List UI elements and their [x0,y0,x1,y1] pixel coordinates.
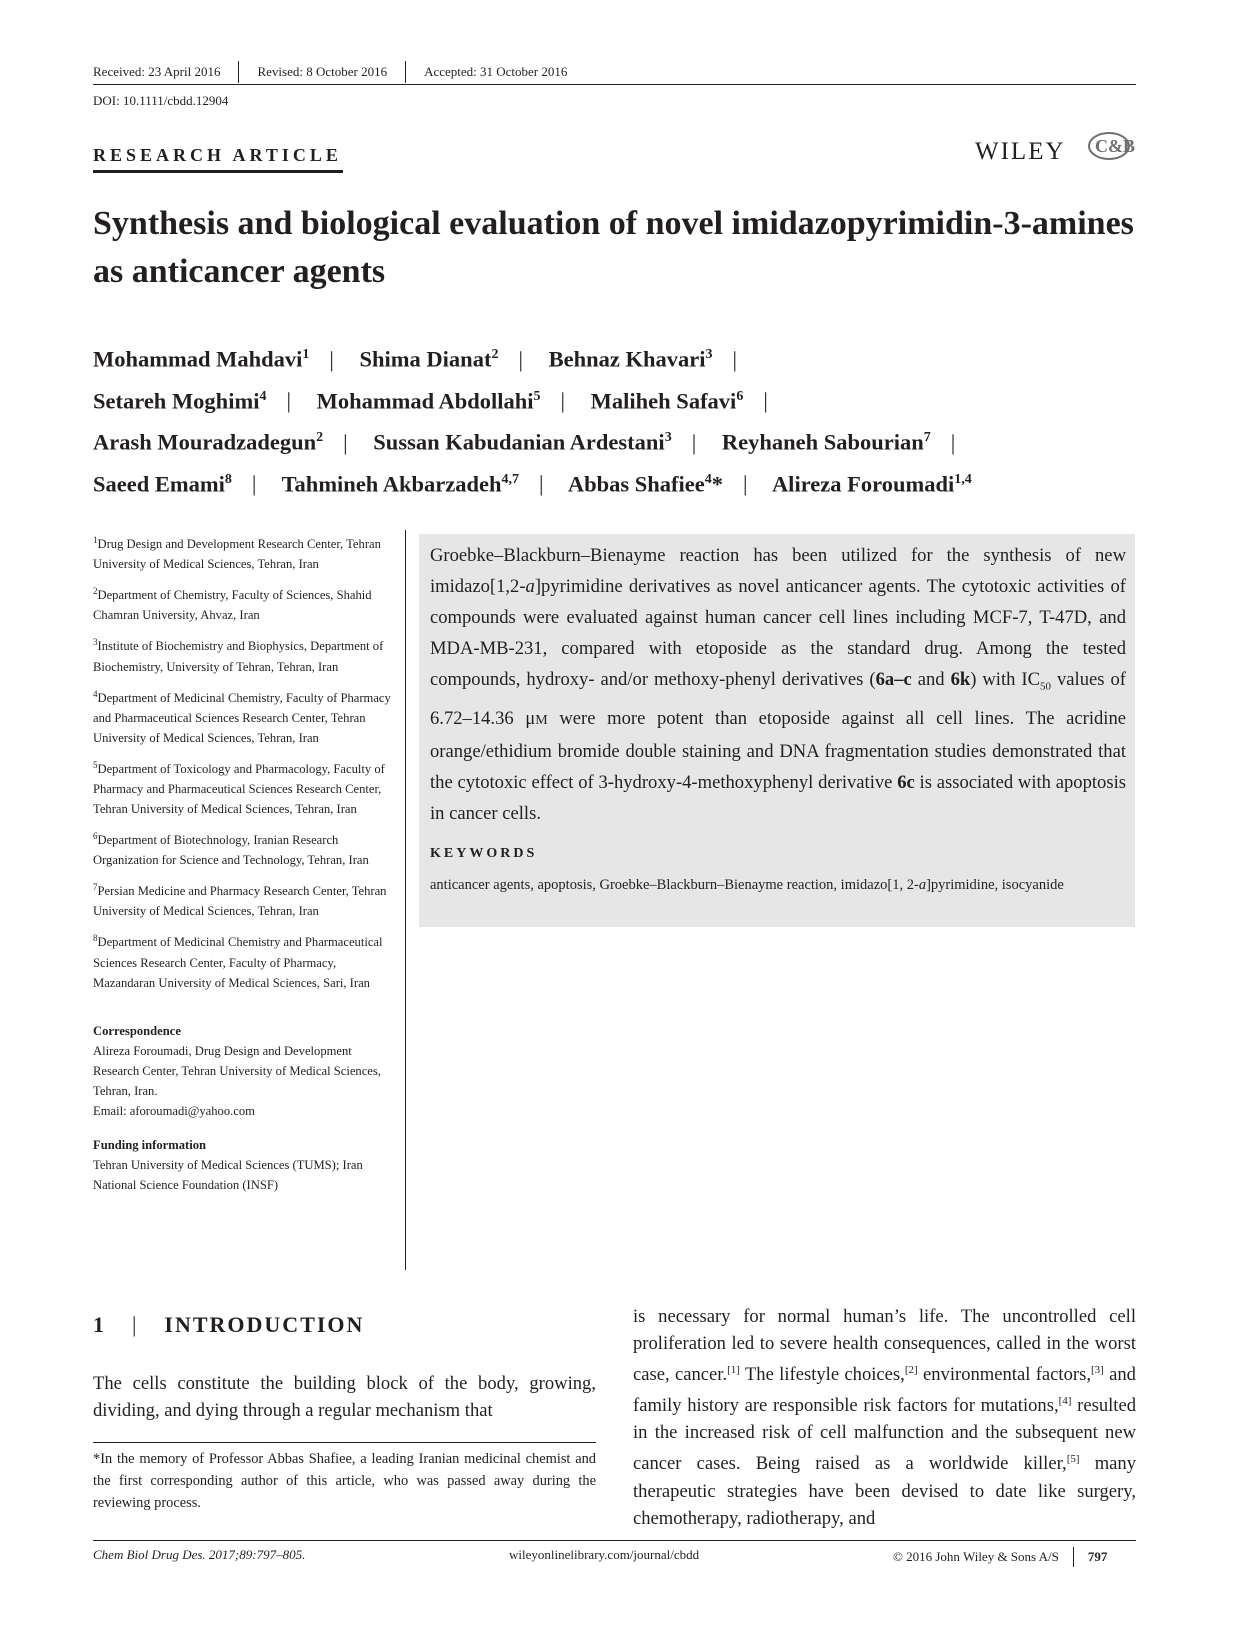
article-history [93,61,567,83]
author: Reyhaneh Sabourian [721,429,924,455]
section-heading: 1 | INTRODUCTION [93,1312,365,1337]
affiliation: $^5$Department of Toxicology and Pharmacology, Faculty of Pharmacy and Pharmaceutical Sciences Research Center, Tehran University of Medical Sciences, Tehran, Iran [93,759,385,816]
author: Mohammad Mahdavi [93,346,303,372]
footer-url[interactable]: wileyonlinelibrary.com/journal/cbdd [509,1547,700,1562]
article-title: Synthesis and biological evaluation of novel imidazopyrimidin-3-amines as anticancer agents [93,205,1134,290]
citation-link[interactable]: [1] [727,1364,740,1376]
article-type-underline [93,170,343,173]
journal-logo-icon [1085,128,1137,166]
intro-paragraph-right: is necessary for normal human’s life. The uncontrolled cell proliferation led to severe health consequences, called in the worst case, cancer.[1] The lifestyle choices,[2] environmental factors,[3] and family history are responsible risk factors for mutations,[4] resulted in the increased risk of cell malfunction and the subsequent new cancer cases. Being raised as a worldwide killer,[5] many therapeutic strategies have been devised to date like surgery, chemotherapy, radiotherapy, and [633,1306,1136,1529]
citation-link[interactable]: [5] [1066,1453,1080,1466]
affiliation: $^8$Department of Medicinal Chemistry and Pharmaceutical Sciences Research Center, Faculty of Pharmacy, Mazandaran University of Medical Sciences, Sari, Iran [93,933,383,990]
author: Behnaz Khavari [548,346,706,372]
divider [238,61,239,83]
funding-heading: Funding information [93,1137,207,1152]
affiliation: $^6$Department of Biotechnology, Iranian Research Organization for Science and Technology, Tehran, Iran [93,830,369,868]
author: Setareh Moghimi [93,388,260,413]
author: Shima Dianat [359,346,492,372]
footer-rule [93,1540,1136,1541]
footnote: *In the memory of Professor Abbas Shafiee, a leading Iranian medicinal chemist and the first corresponding author of this article, who was passed away during the reviewing process. [93,1451,596,1511]
affiliation: $^7$Persian Medicine and Pharmacy Research Center, Tehran University of Medical Sciences, Tehran, Iran [93,882,387,919]
footer-citation: Chem Biol Drug Des. 2017;89:797–805. [93,1547,306,1562]
revised-date: Revised: 8 October 2016 [257,64,388,79]
author: Arash Mouradzadegun [93,429,317,455]
affiliation: $^2$Department of Chemistry, Faculty of Sciences, Shahid Chamran University, Ahvaz, Iran [93,586,372,623]
author: Maliheh Safavi [590,388,737,413]
journal-logo-text: C&B [1095,136,1135,156]
correspondence-heading: Correspondence [93,1023,181,1038]
page-number: 797 [1087,1549,1108,1564]
divider [1073,1547,1074,1567]
intro-paragraph-left: The cells constitute the building block of the body, growing, dividing, and dying through a regular mechanism that [93,1373,596,1421]
affiliations [93,530,393,1195]
author: Sussan Kabudanian Ardestani [373,429,665,455]
doi: DOI: 10.1111/cbdd.12904 [93,93,229,108]
footnote-rule [93,1442,596,1443]
abstract: Groebke–Blackburn–Bienayme reaction has been utilized for the synthesis of new imidazo[1,2-a]pyrimidine derivatives as novel anticancer agents. The cytotoxic activities of compounds were evaluated against human cancer cell lines including MCF-7, T-47D, and MDA-MB-231, compared with etoposide as the standard drug. Among the tested compounds, hydroxy- and/or methoxy-phenyl derivatives (6a–c and 6k) with $IC_{50}$ values of 6.72–14.36 μM were more potent than etoposide against all cell lines. The acridine orange/ethidium bromide double staining and DNA fragmentation studies demonstrated that the cytotoxic effect of 3-hydroxy-4-methoxyphenyl derivative 6c is associated with apoptosis in cancer cells. [430,545,1127,824]
author: Alireza Foroumadi [771,471,955,496]
affiliation: $^3$Institute of Biochemistry and Biophysics, Department of Biochemistry, University of Tehran, Tehran, Iran [93,637,384,674]
author: Saeed Emami [93,471,225,496]
author: Mohammad Abdollahi [316,388,534,413]
affiliation: $^4$Department of Medicinal Chemistry, Faculty of Pharmacy and Pharmaceutical Sciences Research Center, Tehran University of Medical Sciences, Tehran, Iran [93,688,391,745]
divider [405,61,406,83]
author-list: Mohammad Mahdavi$^1$ | Shima Dianat$^2$ | Behnaz Khavari$^3$ | Setareh Moghimi$^4$ | Mohammad Abdollahi$^5$ | Maliheh Safavi$^6$ | Arash Mouradzadegun$^2$ | Sussan Kabudanian Ardestani$^3$ | Reyhaneh Sabourian$^7$ | Saeed Emami$^8$ | Tahmineh Akbarzadeh$^{4,7}$ | Abbas Shafiee$^4$* | Alireza Foroumadi$^{1,4}$ [93,346,972,496]
keywords: anticancer agents, apoptosis, Groebke–Blackburn–Bienayme reaction, imidazo[1, 2-a]pyrimidine, isocyanide [430,877,1064,893]
citation-link[interactable]: [4] [1058,1395,1072,1408]
correspondence-email[interactable]: Email: aforoumadi@yahoo.com [93,1103,255,1118]
keywords-heading: KEYWORDS [430,846,538,861]
author: Abbas Shafiee [567,471,705,496]
footer-right [893,1547,1107,1567]
citation-link[interactable]: [3] [1090,1364,1104,1376]
funding-text: Tehran University of Medical Sciences (TUMS); Iran National Science Foundation (INSF) [93,1157,363,1192]
author: Tahmineh Akbarzadeh [281,471,502,496]
accepted-date: Accepted: 31 October 2016 [424,64,568,79]
article-type: RESEARCH ARTICLE [93,145,342,165]
citation-link[interactable]: [2] [904,1364,918,1376]
correspondence-text: Alireza Foroumadi, Drug Design and Development Research Center, Tehran University of Medical Sciences, Tehran, Iran. [93,1043,381,1098]
affiliation: $^1$Drug Design and Development Research Center, Tehran University of Medical Sciences, Tehran, Iran [93,535,381,572]
copyright: © 2016 John Wiley & Sons A/S [893,1549,1059,1564]
received-date: Received: 23 April 2016 [93,64,221,79]
header-rule [93,84,1136,85]
column-divider [405,530,406,1270]
publisher-logo: WILEY [975,138,1066,165]
